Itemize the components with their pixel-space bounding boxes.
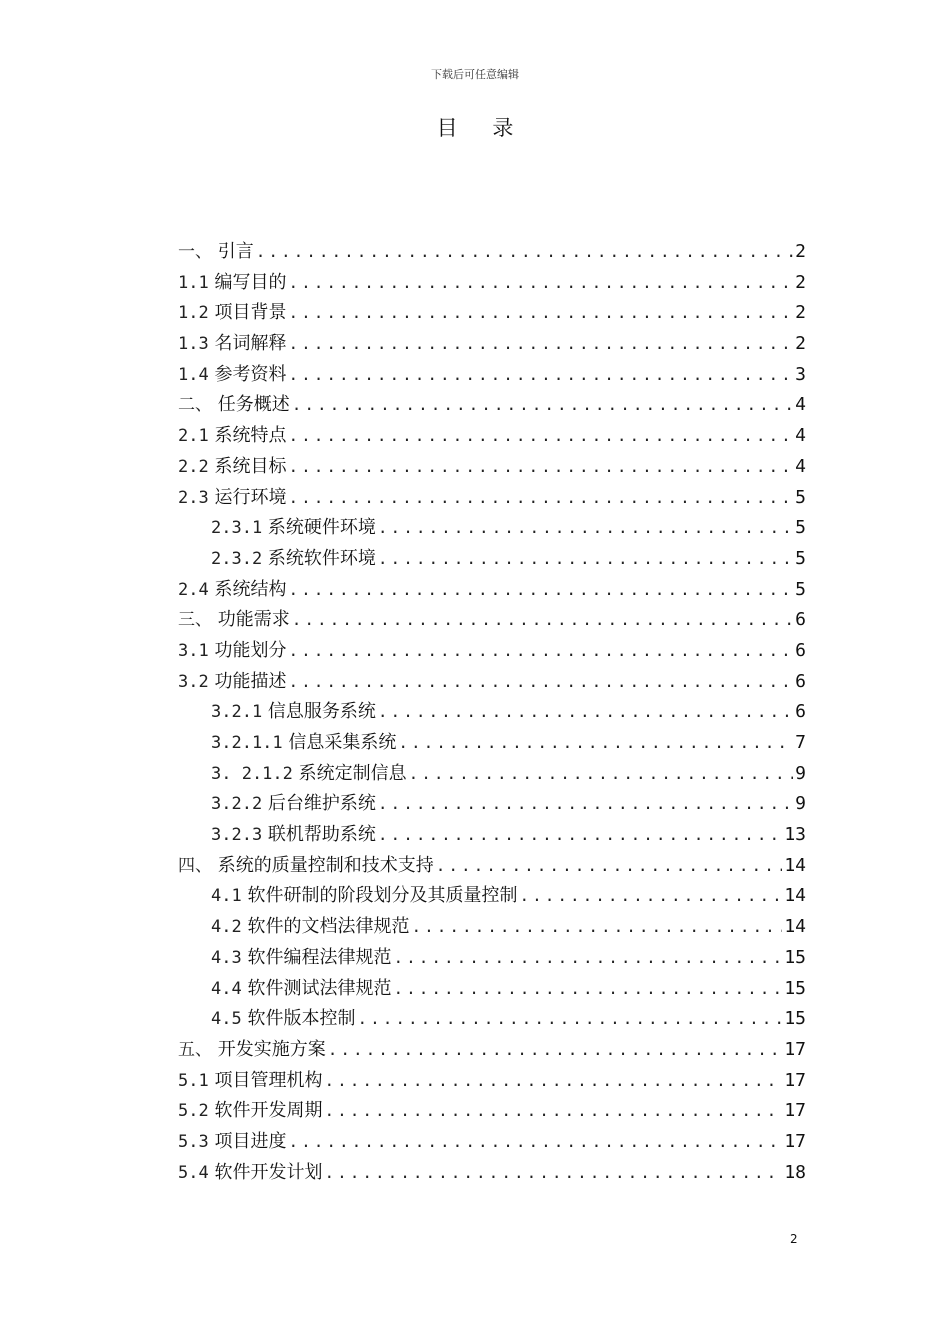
toc-entry-title: 项目进度 <box>214 1130 287 1152</box>
toc-entry-page: 4 <box>795 455 806 477</box>
toc-entry-page: 14 <box>784 885 806 907</box>
toc-dot-leader <box>328 1035 783 1066</box>
toc-entry-number: 四、 <box>178 855 212 876</box>
toc-entry-number: 3.2.2 <box>211 794 263 815</box>
toc-entry-title: 系统的质量控制和技术支持 <box>217 854 434 876</box>
toc-entry-number: 3.2.3 <box>211 825 263 846</box>
toc-dot-leader <box>519 881 782 912</box>
toc-entry-page: 17 <box>784 1130 806 1152</box>
toc-dot-leader <box>288 483 793 514</box>
toc-entry[interactable] <box>178 513 806 544</box>
toc-entry-number: 5.1 <box>178 1070 209 1091</box>
toc-entry-number: 2.3.2 <box>211 548 263 569</box>
toc-entry-page: 2 <box>795 302 806 324</box>
toc-entry-page: 9 <box>795 793 806 815</box>
toc-entry-page: 2 <box>795 241 806 262</box>
toc-entry-number: 4.1 <box>211 886 242 907</box>
toc-entry[interactable] <box>178 360 806 391</box>
toc-entry-title: 软件测试法律规范 <box>247 977 392 999</box>
header-watermark: 下载后可任意编辑 <box>431 68 519 81</box>
toc-entry-number: 1.1 <box>178 272 209 293</box>
toc-dot-leader <box>378 544 793 575</box>
toc-entry-title: 系统硬件环境 <box>267 517 376 539</box>
toc-entry-number: 4.2 <box>211 917 242 938</box>
toc-entry-title: 软件版本控制 <box>247 1008 356 1030</box>
toc-entry-page: 18 <box>784 1161 806 1183</box>
toc-entry[interactable] <box>178 390 806 421</box>
toc-dot-leader <box>393 943 782 974</box>
toc-entry-number: 5.2 <box>178 1101 209 1122</box>
toc-entry-number: 2.4 <box>178 579 209 600</box>
toc-entry-title: 软件编程法律规范 <box>247 946 392 968</box>
toc-entry-title: 名词解释 <box>214 333 287 355</box>
toc-entry-number: 3.2 <box>178 671 209 692</box>
toc-entry-number: 4.5 <box>211 1009 242 1030</box>
toc-dot-leader <box>292 605 793 636</box>
toc-entry-number: 3.2.1 <box>211 702 263 723</box>
toc-entry-page: 17 <box>784 1100 806 1122</box>
toc-entry-title: 软件研制的阶段划分及其质量控制 <box>247 885 518 907</box>
toc-entry-page: 4 <box>795 394 806 416</box>
toc-entry-title: 引言 <box>217 241 254 262</box>
toc-entry[interactable] <box>178 697 806 728</box>
toc-dot-leader <box>288 298 793 329</box>
toc-entry-title: 系统特点 <box>214 425 287 447</box>
toc-entry[interactable] <box>178 298 806 329</box>
toc-entry[interactable] <box>178 974 806 1005</box>
toc-entry-title: 参考资料 <box>214 363 287 385</box>
toc-entry[interactable] <box>178 912 806 943</box>
toc-entry[interactable] <box>178 329 806 360</box>
toc-entry-page: 4 <box>795 425 806 447</box>
page-number: 2 <box>790 1232 798 1246</box>
toc-entry[interactable] <box>178 605 806 636</box>
toc-entry[interactable] <box>178 881 806 912</box>
toc-entry-title: 后台维护系统 <box>267 793 376 815</box>
toc-entry-number: 二、 <box>178 395 212 416</box>
toc-entry-page: 5 <box>795 578 806 600</box>
toc-entry[interactable] <box>178 452 806 483</box>
toc-entry-title: 系统结构 <box>214 578 287 600</box>
toc-entry-page: 2 <box>795 333 806 355</box>
toc-entry-page: 5 <box>795 517 806 539</box>
toc-entry[interactable] <box>178 1158 806 1189</box>
toc-entry-number: 1.4 <box>178 364 209 385</box>
toc-entry-page: 7 <box>795 732 806 753</box>
toc-dot-leader <box>288 575 793 606</box>
toc-entry-page: 17 <box>784 1069 806 1091</box>
toc-entry-number: 2.3.1 <box>211 518 263 539</box>
toc-entry-title: 软件开发计划 <box>214 1161 323 1183</box>
toc-entry-title: 软件的文档法律规范 <box>247 916 410 938</box>
toc-dot-leader <box>288 329 793 360</box>
toc-entry[interactable] <box>178 789 806 820</box>
toc-entry-page: 5 <box>795 486 806 508</box>
toc-entry-title: 项目管理机构 <box>214 1069 323 1091</box>
toc-entry-page: 17 <box>784 1038 806 1060</box>
toc-entry-number: 4.4 <box>211 978 242 999</box>
toc-entry[interactable] <box>178 1096 806 1127</box>
toc-entry-page: 13 <box>784 824 806 846</box>
toc-entry[interactable] <box>178 268 806 299</box>
toc-title: 目 录 <box>436 116 528 140</box>
toc-entry[interactable] <box>178 759 806 790</box>
toc-entry[interactable] <box>178 1035 806 1066</box>
toc-entry[interactable] <box>178 667 806 698</box>
toc-dot-leader <box>378 789 793 820</box>
toc-entry-page: 6 <box>795 670 806 692</box>
toc-entry-number: 2.2 <box>178 456 209 477</box>
toc-entry[interactable] <box>178 943 806 974</box>
toc-dot-leader <box>324 1066 782 1097</box>
toc-dot-leader <box>378 697 793 728</box>
toc-entry[interactable] <box>178 1004 806 1035</box>
toc-entry-page: 15 <box>784 1008 806 1030</box>
toc-entry-page: 15 <box>784 946 806 968</box>
toc-dot-leader <box>378 820 782 851</box>
toc-entry-page: 15 <box>784 977 806 999</box>
toc-entry-number: 3. 2.1.2 <box>211 763 293 784</box>
toc-dot-leader <box>288 421 793 452</box>
toc-dot-leader <box>288 360 793 391</box>
toc-entry-title: 系统软件环境 <box>267 547 376 569</box>
toc-entry-title: 系统目标 <box>214 455 287 477</box>
toc-entry-number: 3.2.1.1 <box>211 733 283 753</box>
toc-dot-leader <box>288 667 793 698</box>
toc-entry-page: 5 <box>795 547 806 569</box>
toc-entry-page: 6 <box>795 609 806 631</box>
toc-entry-number: 三、 <box>178 610 212 631</box>
toc-dot-leader <box>288 452 793 483</box>
toc-dot-leader <box>292 390 793 421</box>
toc-entry[interactable] <box>178 421 806 452</box>
toc-entry-page: 14 <box>784 916 806 938</box>
toc-entry-page: 2 <box>795 271 806 293</box>
toc-dot-leader <box>324 1096 782 1127</box>
toc-entry-title: 信息采集系统 <box>288 732 397 753</box>
toc-entry-title: 联机帮助系统 <box>267 824 376 846</box>
toc-dot-leader <box>324 1158 782 1189</box>
toc-entry-title: 功能需求 <box>217 609 290 631</box>
toc-entry-page: 6 <box>795 701 806 723</box>
toc-dot-leader <box>288 636 793 667</box>
toc-dot-leader <box>256 237 793 268</box>
toc-entry-number: 3.1 <box>178 640 209 661</box>
toc-dot-leader <box>409 759 794 790</box>
toc-entry-title: 功能描述 <box>214 670 287 692</box>
toc-entry-number: 1.2 <box>178 303 209 324</box>
toc-entry-title: 软件开发周期 <box>214 1100 323 1122</box>
toc-entry-title: 开发实施方案 <box>217 1038 326 1060</box>
toc-dot-leader <box>398 728 793 759</box>
toc-entry-number: 1.3 <box>178 334 209 355</box>
toc-dot-leader <box>288 268 793 299</box>
toc-entry-number: 五、 <box>178 1039 212 1060</box>
toc-entry[interactable] <box>178 851 806 882</box>
toc-entry-title: 任务概述 <box>217 394 290 416</box>
toc-entry[interactable] <box>178 1127 806 1158</box>
toc-entry-number: 一、 <box>178 242 212 262</box>
toc-entry[interactable] <box>178 575 806 606</box>
toc-entry-title: 运行环境 <box>214 486 287 508</box>
toc-entry[interactable] <box>178 483 806 514</box>
toc-dot-leader <box>436 851 783 882</box>
toc-dot-leader <box>357 1004 782 1035</box>
toc-entry-title: 编写目的 <box>214 271 287 293</box>
toc-entry-number: 5.3 <box>178 1131 209 1152</box>
toc-entry-title: 功能划分 <box>214 639 287 661</box>
toc-entry[interactable] <box>178 820 806 851</box>
toc-entry-page: 9 <box>795 762 806 784</box>
toc-dot-leader <box>411 912 782 943</box>
toc-dot-leader <box>378 513 793 544</box>
toc-entry[interactable] <box>178 237 806 268</box>
toc-entry-page: 14 <box>784 854 806 876</box>
toc-entry[interactable] <box>178 636 806 667</box>
toc-dot-leader <box>393 974 782 1005</box>
toc-entry-title: 信息服务系统 <box>267 701 376 723</box>
toc-entry-number: 2.1 <box>178 426 209 447</box>
toc-entry-number: 4.3 <box>211 947 242 968</box>
toc-entry[interactable] <box>178 728 806 759</box>
toc-entry-number: 5.4 <box>178 1162 209 1183</box>
toc-entry-page: 3 <box>795 363 806 385</box>
toc-entry[interactable] <box>178 1066 806 1097</box>
toc-dot-leader <box>288 1127 782 1158</box>
toc-entry-page: 6 <box>795 639 806 661</box>
toc-entry-title: 系统定制信息 <box>298 762 407 784</box>
table-of-contents <box>178 237 806 1188</box>
toc-entry-title: 项目背景 <box>214 302 287 324</box>
toc-entry[interactable] <box>178 544 806 575</box>
toc-entry-number: 2.3 <box>178 487 209 508</box>
